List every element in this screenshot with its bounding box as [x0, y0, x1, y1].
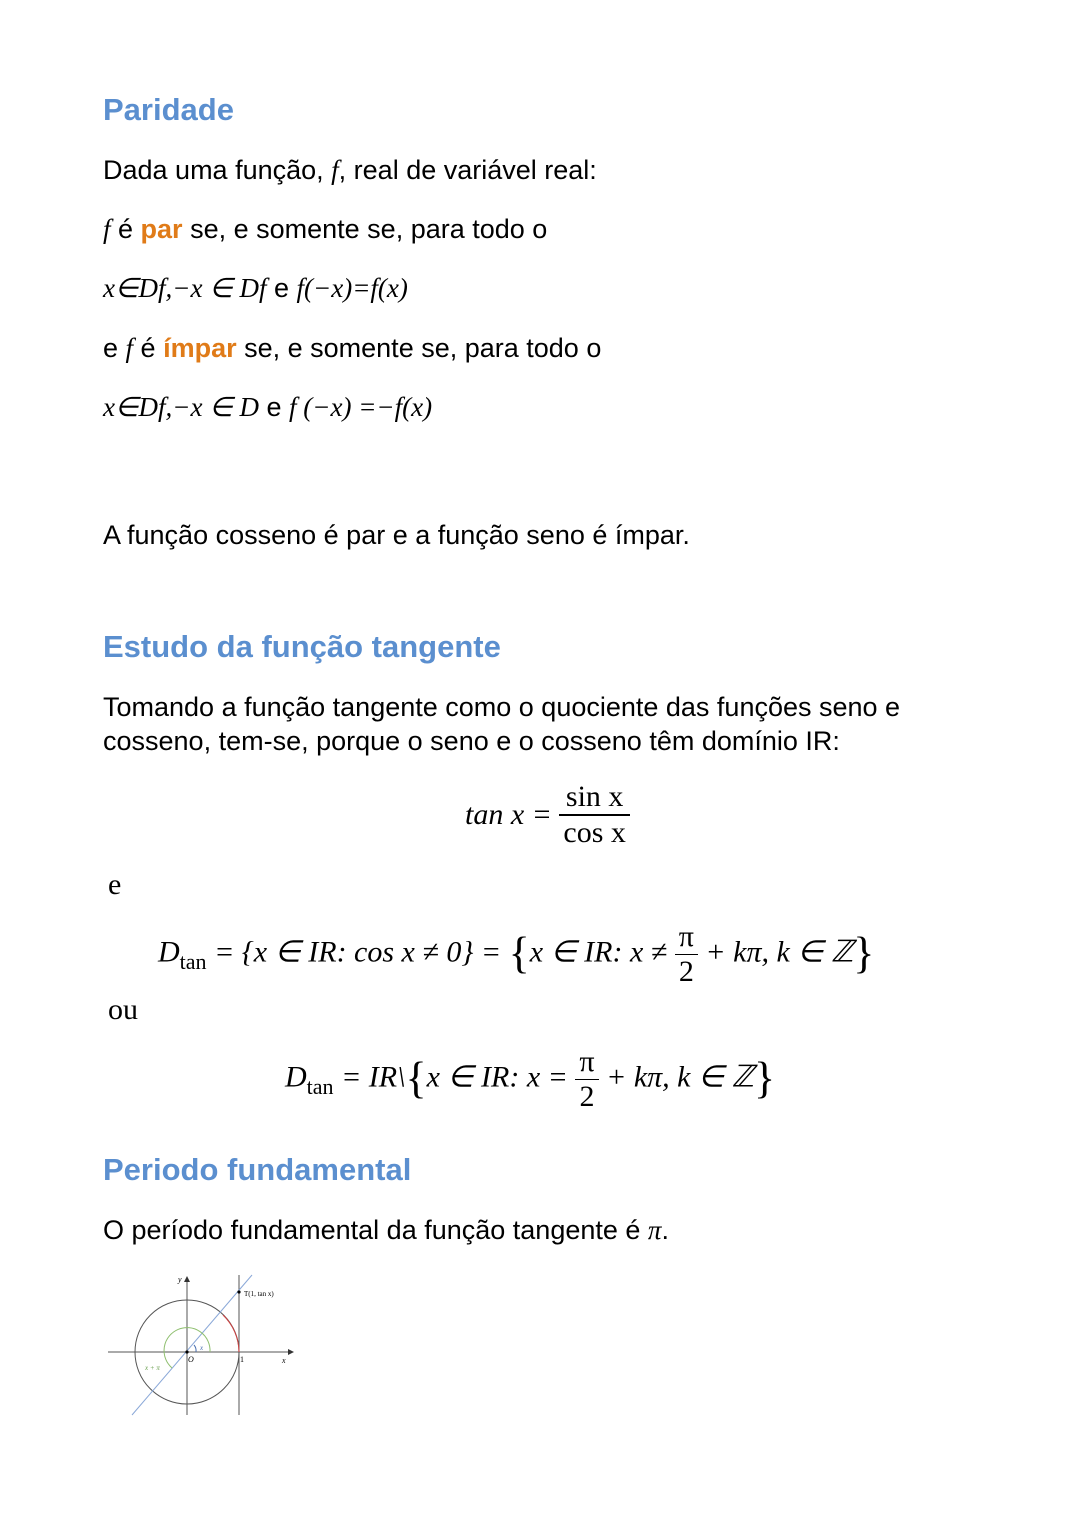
math: f (−x) =−f(x) — [289, 392, 433, 422]
text: se, e somente se, para todo o — [182, 214, 548, 244]
brace-open: { — [405, 1053, 427, 1103]
subscript: tan — [306, 1074, 334, 1100]
paragraph-par-condition — [103, 273, 408, 304]
domain-symbol: D — [158, 935, 180, 969]
fraction — [559, 780, 630, 850]
text: O período fundamental da função tangente é — [103, 1215, 648, 1245]
heading-tangente: Estudo da função tangente — [103, 629, 501, 664]
fraction-pi-2 — [575, 1045, 598, 1114]
label-angle-x-plus-pi: x + π — [145, 1364, 160, 1372]
text: é — [110, 214, 141, 244]
math: f(−x)=f(x) — [296, 273, 408, 303]
eq-lhs: tan x = — [465, 798, 552, 831]
eq-inner: x ∈ IR: x = — [426, 1060, 576, 1094]
eq-inner: x ∈ IR: x ≠ — [529, 935, 675, 969]
heading-periodo: Periodo fundamental — [103, 1152, 412, 1187]
denominator: cos x — [563, 816, 626, 849]
text: e — [258, 392, 290, 422]
math: x∈Df,−x ∈ D — [103, 392, 259, 422]
eq-tail: + kπ, k ∈ ℤ — [598, 1060, 754, 1094]
math: x∈Df,−x ∈ Df — [103, 273, 267, 303]
numerator: π — [675, 920, 698, 955]
heading-paridade: Paridade — [103, 92, 234, 127]
label-y: y — [178, 1275, 182, 1284]
text: , real de variável real: — [338, 155, 597, 185]
math-f: f — [125, 333, 134, 363]
unit-circle-figure — [100, 1270, 300, 1420]
paragraph-periodo — [103, 1215, 669, 1246]
keyword-par: par — [140, 214, 183, 244]
label-tangent-point: T(1, tan x) — [244, 1290, 274, 1298]
fraction-pi-2 — [675, 920, 698, 989]
label-one: 1 — [240, 1355, 244, 1364]
math-f: f — [103, 214, 111, 244]
paragraph-intro — [103, 155, 597, 186]
text: e — [266, 273, 297, 303]
brace-open: { — [508, 928, 530, 978]
paragraph-impar-definition — [103, 333, 601, 364]
label-origin: O — [188, 1355, 194, 1364]
text: é — [133, 333, 164, 363]
equation-domain-1 — [158, 920, 874, 989]
paragraph-impar-condition — [103, 392, 432, 423]
brace-close: } — [753, 1053, 776, 1103]
math-f: f — [331, 155, 339, 185]
brace-close: } — [853, 928, 875, 978]
domain-symbol: D — [285, 1060, 307, 1094]
paragraph-par-definition — [103, 214, 547, 245]
denominator: 2 — [579, 1080, 595, 1113]
numerator: π — [575, 1045, 598, 1080]
paragraph-conclusion: A função cosseno é par e a função seno é ímpar. — [103, 520, 690, 550]
subscript: tan — [179, 949, 207, 975]
denominator: 2 — [678, 955, 694, 988]
text: se, e somente se, para todo o — [236, 333, 602, 363]
equation-domain-2 — [285, 1045, 775, 1114]
eq-mid: = IR\ — [333, 1060, 406, 1094]
text: . — [661, 1215, 669, 1245]
unit-circle-diagram — [100, 1270, 300, 1420]
text: Dada uma função, — [103, 155, 332, 185]
numerator: sin x — [559, 780, 630, 816]
conjunction-ou: ou — [108, 993, 138, 1026]
equation-tan — [465, 780, 630, 850]
paragraph-tangente: Tomando a função tangente como o quociente das funções seno e cosseno, tem-se, porque o seno e o cosseno têm domínio IR: — [103, 692, 901, 756]
eq-tail: + kπ, k ∈ ℤ — [697, 935, 854, 969]
keyword-impar: ímpar — [163, 333, 237, 363]
math-pi: π — [647, 1215, 662, 1245]
eq-mid: = {x ∈ IR: cos x ≠ 0} = — [206, 935, 509, 969]
label-angle-x: x — [200, 1344, 204, 1352]
conjunction-e: e — [108, 868, 122, 901]
label-x: x — [282, 1356, 286, 1365]
text: e — [103, 333, 126, 363]
